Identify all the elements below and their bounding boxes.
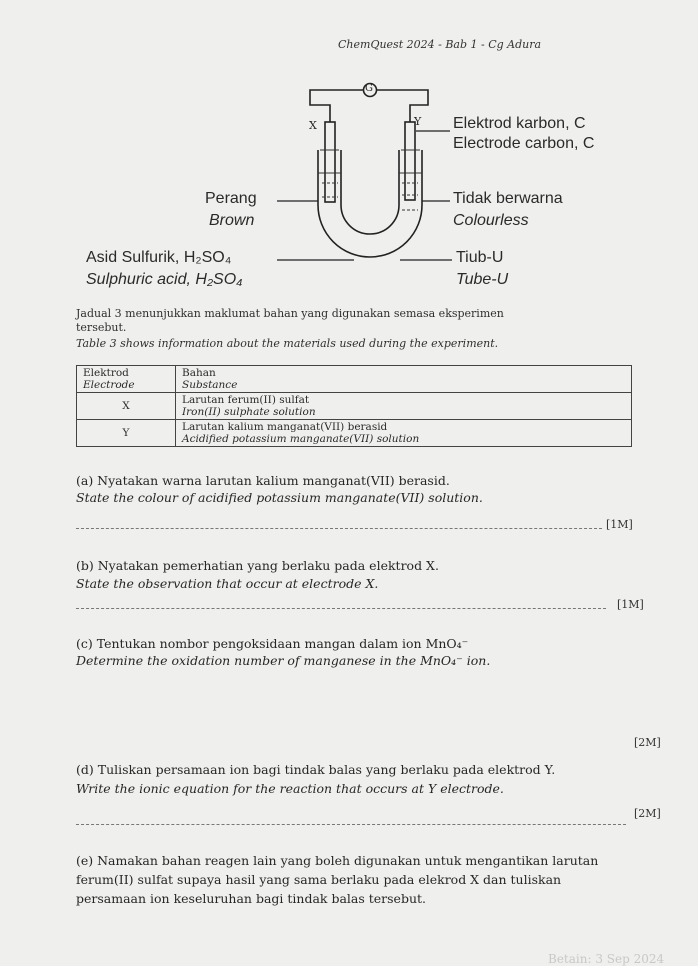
table-cell-substance: Larutan ferum(II) sulfat Iron(II) sulphate solution — [176, 393, 632, 420]
marks-d: [2M] — [634, 807, 661, 820]
table-header-substance: Bahan Substance — [176, 366, 632, 393]
watermark-date: Betain: 3 Sep 2024 — [548, 952, 665, 966]
question-d-en: Write the ionic equation for the reaction that occurs at Y electrode. — [76, 781, 504, 796]
question-e-line3: persamaan ion keseluruhan bagi tindak balas tersebut. — [76, 891, 427, 906]
answer-line-a[interactable] — [76, 528, 602, 529]
label-colourless-en: Colourless — [453, 212, 529, 229]
electrode-x-label: X — [309, 119, 317, 132]
label-acid-en: Sulphuric acid, H₂SO₄ — [86, 271, 243, 288]
electrode-y-label: Y — [414, 115, 422, 128]
label-brown-ms: Perang — [205, 190, 257, 207]
question-d-ms: (d) Tuliskan persamaan ion bagi tindak balas yang berlaku pada elektrod Y. — [76, 762, 556, 777]
label-brown-en: Brown — [209, 212, 255, 229]
table-header-row — [77, 366, 632, 393]
question-a-ms: (a) Nyatakan warna larutan kalium manganat(VII) berasid. — [76, 473, 450, 488]
question-b-en: State the observation that occur at electrode X. — [76, 576, 379, 591]
table-cell-substance: Larutan kalium manganat(VII) berasid Acidified potassium manganate(VII) solution — [176, 420, 632, 447]
intro-ms-line1: Jadual 3 menunjukkan maklumat bahan yang digunakan semasa eksperimen — [76, 307, 504, 320]
question-c-ms: (c) Tentukan nombor pengoksidaan mangan dalam ion MnO₄⁻ — [76, 636, 469, 651]
page-header: ChemQuest 2024 - Bab 1 - Cg Adura — [338, 38, 542, 51]
answer-line-d[interactable] — [76, 824, 626, 825]
table-cell-electrode: Y — [77, 420, 176, 447]
electrode-y — [405, 122, 415, 200]
electrode-x — [325, 122, 335, 202]
answer-line-b[interactable] — [76, 608, 606, 609]
question-b-ms: (b) Nyatakan pemerhatian yang berlaku pada elektrod X. — [76, 558, 439, 573]
label-carbon-ms: Elektrod karbon, C — [453, 115, 586, 132]
label-tube-ms: Tiub-U — [456, 249, 504, 266]
table-row — [77, 420, 632, 447]
circuit-wire-left — [310, 90, 364, 122]
marks-c: [2M] — [634, 736, 661, 749]
label-colourless-ms: Tidak berwarna — [453, 190, 563, 207]
table-cell-electrode: X — [77, 393, 176, 420]
question-c-en: Determine the oxidation number of manganese in the MnO₄⁻ ion. — [76, 653, 491, 668]
galvanometer-label: G — [365, 83, 373, 94]
intro-en: Table 3 shows information about the materials used during the experiment. — [76, 337, 499, 350]
marks-a: [1M] — [606, 518, 633, 531]
u-tube-inner-wall — [341, 150, 399, 234]
label-acid-ms: Asid Sulfurik, H₂SO₄ — [86, 249, 232, 266]
question-a-en: State the colour of acidified potassium manganate(VII) solution. — [76, 490, 483, 505]
materials-table — [76, 365, 632, 447]
question-e-line2: ferum(II) sulfat supaya hasil yang sama berlaku pada elekrod X dan tuliskan — [76, 872, 562, 887]
table-row — [77, 393, 632, 420]
marks-b: [1M] — [617, 598, 644, 611]
intro-ms-line2: tersebut. — [76, 321, 127, 334]
label-tube-en: Tube-U — [456, 271, 509, 288]
question-e-line1: (e) Namakan bahan reagen lain yang boleh digunakan untuk mengantikan larutan — [76, 853, 599, 868]
table-header-electrode: Elektrod Electrode — [77, 366, 176, 393]
label-carbon-en: Electrode carbon, C — [453, 135, 595, 152]
